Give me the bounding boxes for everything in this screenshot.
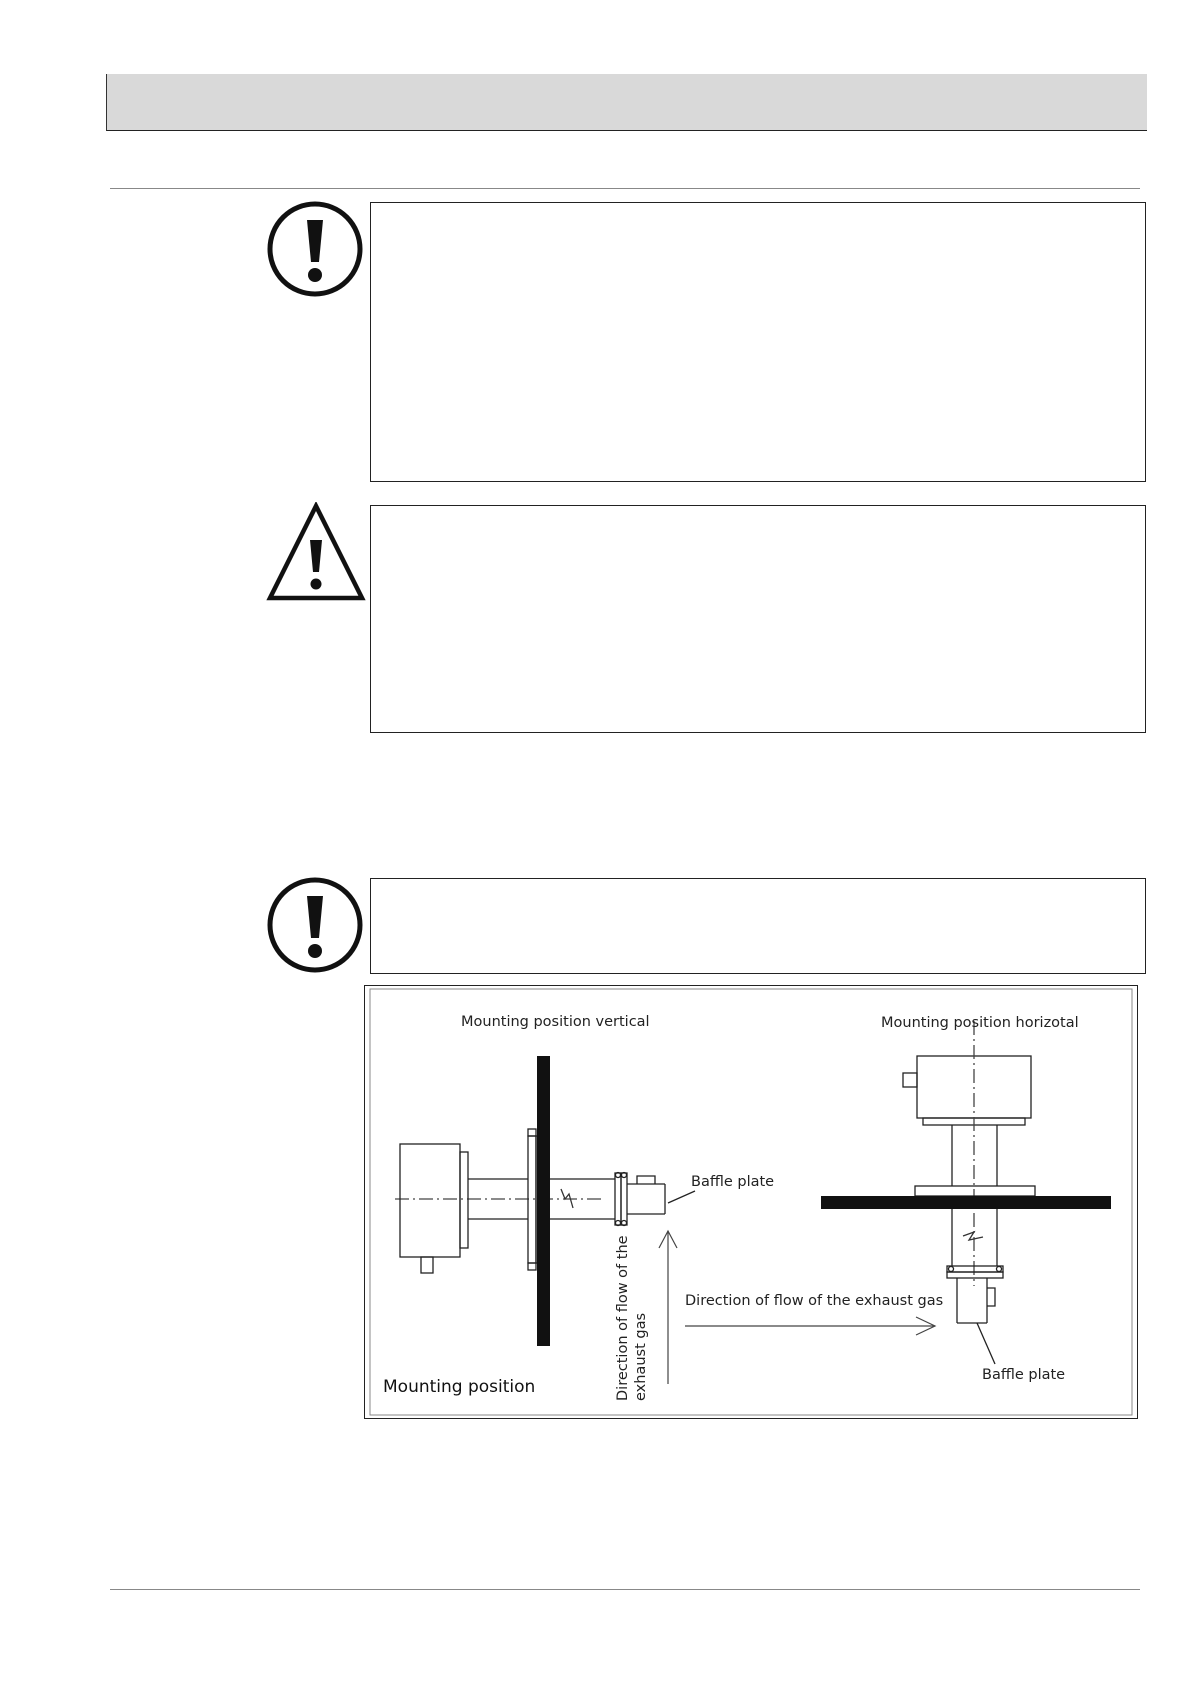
footer-rule xyxy=(110,1589,1140,1590)
vertical-mounting-drawing xyxy=(395,1056,695,1346)
header-rule xyxy=(110,188,1140,189)
figure-title-vertical: Mounting position vertical xyxy=(461,1014,650,1030)
note-box-1 xyxy=(370,202,1146,482)
warning-triangle-icon xyxy=(266,502,366,602)
warning-box xyxy=(370,505,1146,733)
flow-vertical-label-line2: exhaust gas xyxy=(633,1312,649,1401)
figure-title-horizontal: Mounting position horizotal xyxy=(881,1015,1079,1031)
exclamation-circle-icon xyxy=(266,876,364,974)
baffle-plate-label-2: Baffle plate xyxy=(982,1367,1066,1383)
vertical-flow-arrow xyxy=(659,1231,677,1384)
figure-caption: Mounting position xyxy=(383,1377,536,1397)
note-box-2 xyxy=(370,878,1146,974)
exclamation-circle-icon xyxy=(266,200,364,298)
horizontal-mounting-drawing xyxy=(821,1021,1111,1364)
baffle-plate-label-1: Baffle plate xyxy=(691,1174,775,1190)
flow-vertical-label-line1: Direction of flow of the xyxy=(615,1235,631,1401)
horizontal-flow-arrow xyxy=(685,1317,935,1335)
mounting-position-figure xyxy=(364,985,1138,1419)
page-header-band xyxy=(106,74,1147,131)
flow-horizontal-label: Direction of flow of the exhaust gas xyxy=(685,1293,944,1309)
